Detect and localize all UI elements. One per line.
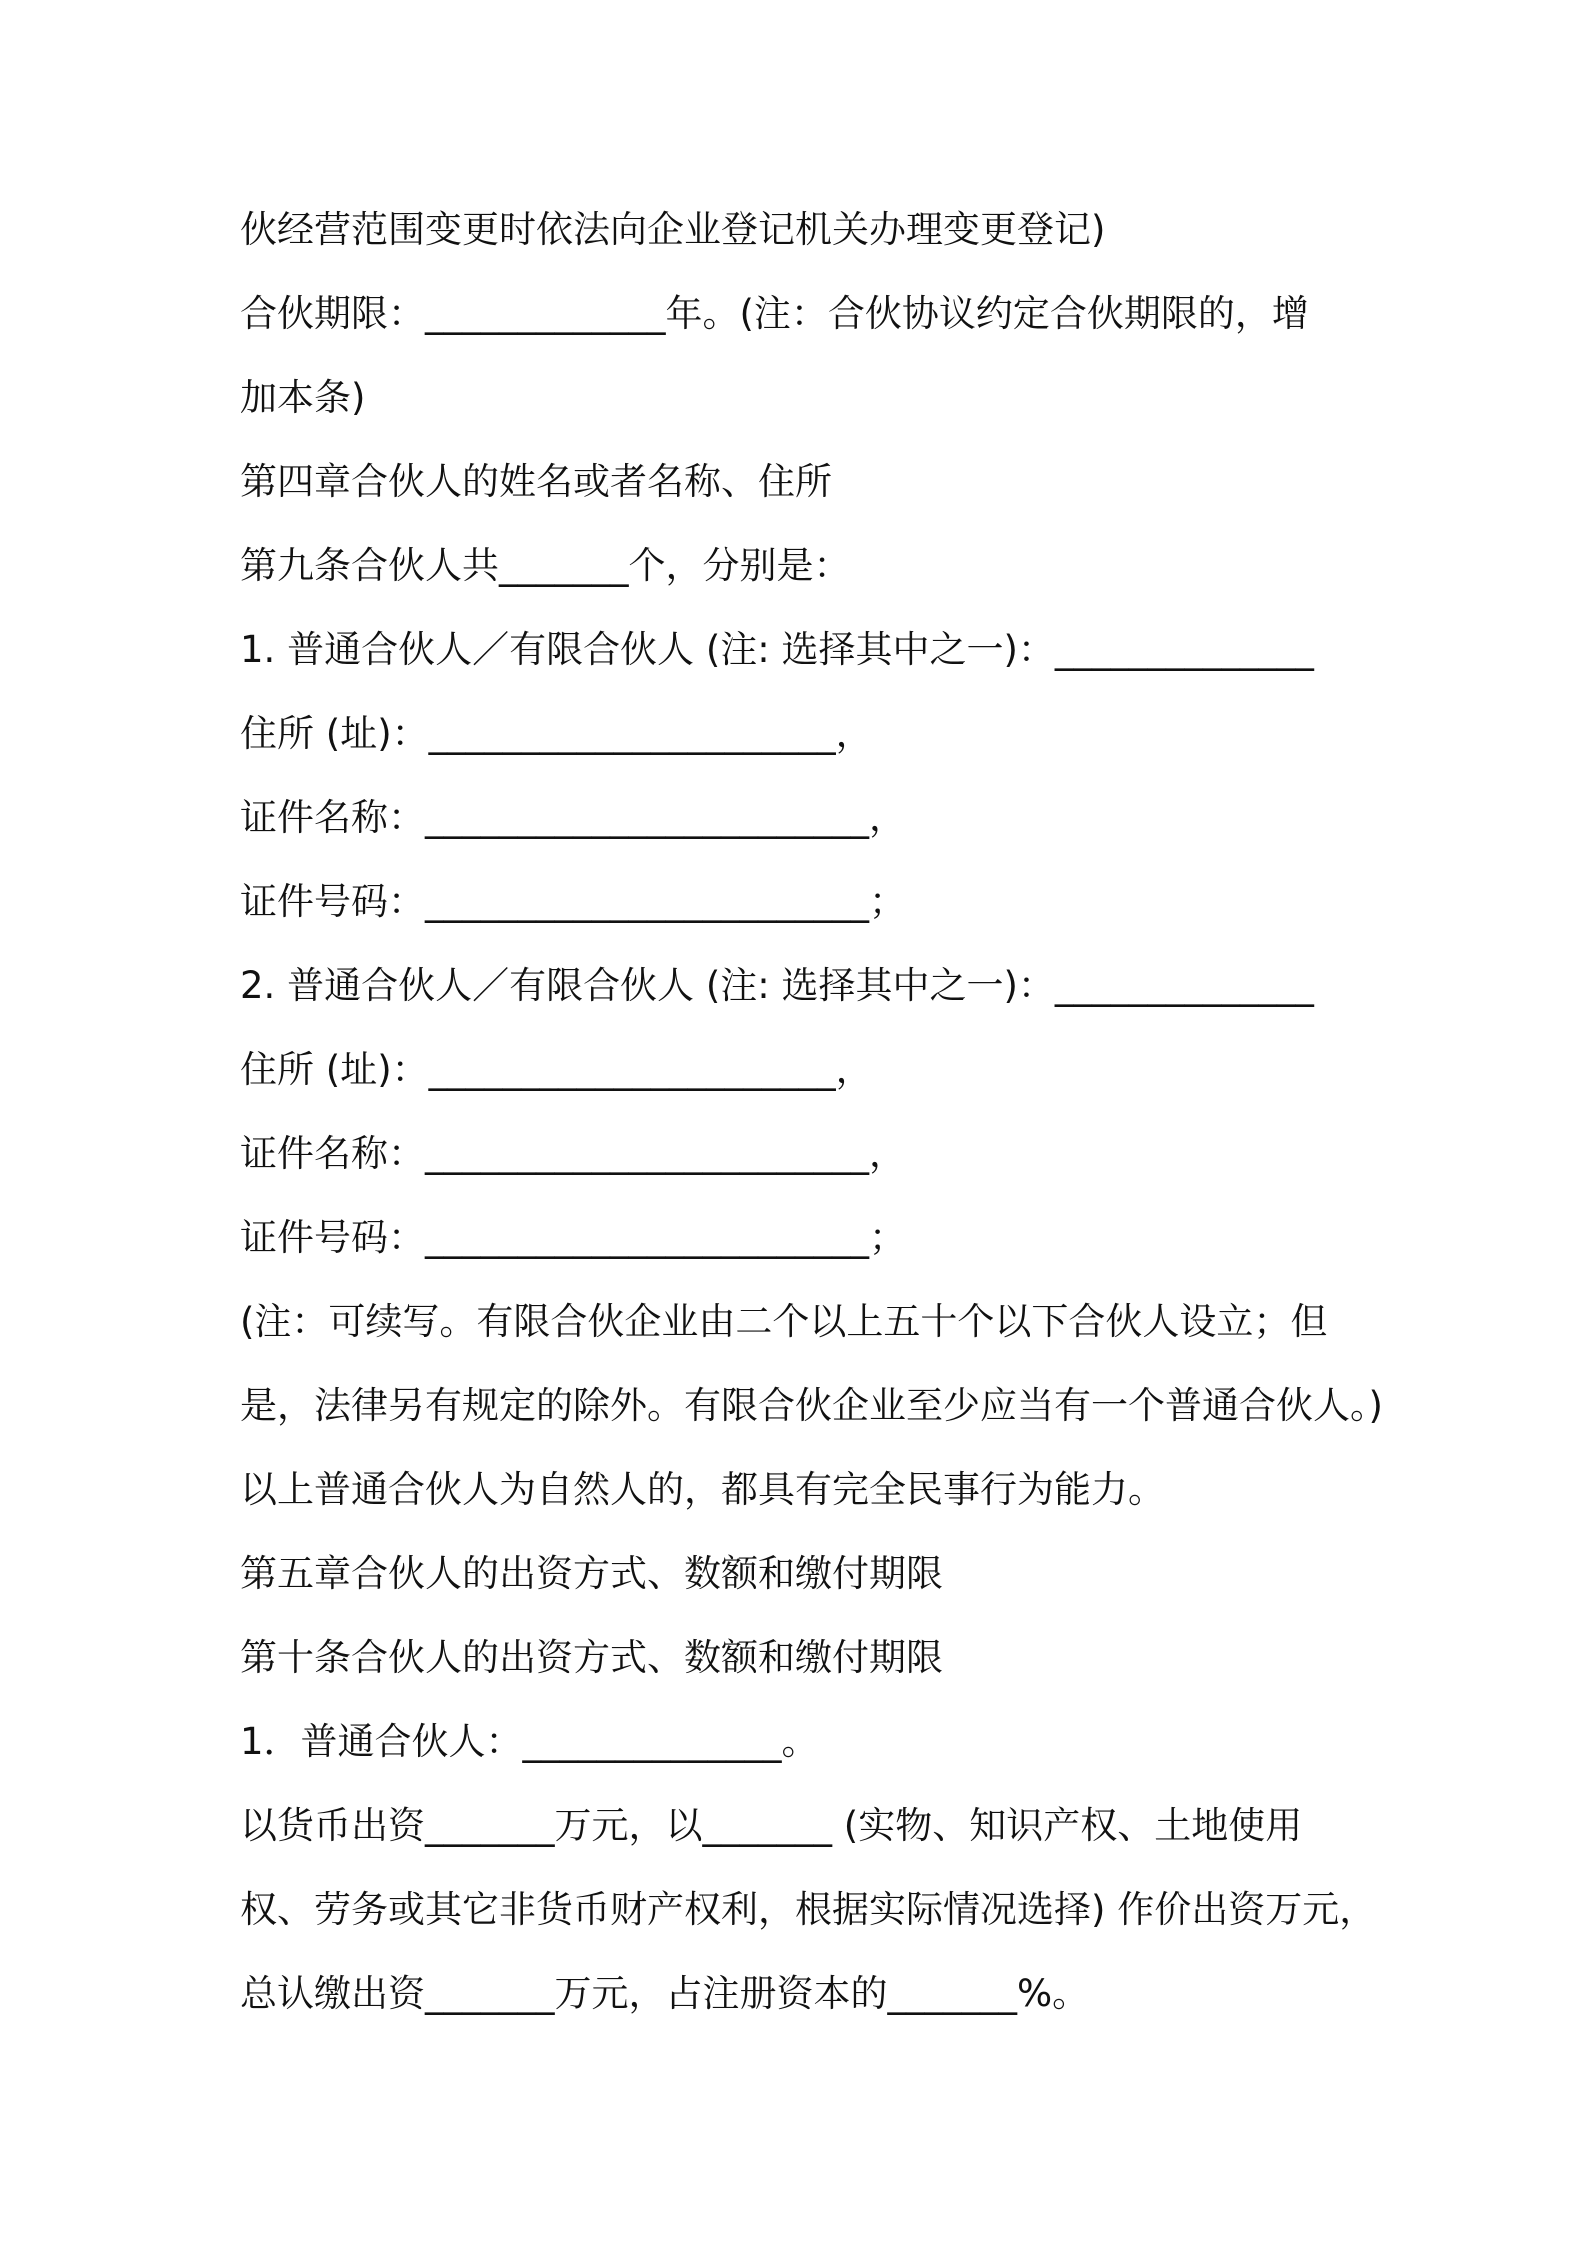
contribution-line: 权、劳务或其它非货币财产权利，根据实际情况选择) 作价出资万元，: [240, 1888, 1377, 1931]
partner-1-id-name-line: 证件名称：________________________，: [240, 796, 906, 839]
chapter-heading: 第四章合伙人的姓名或者名称、住所: [240, 460, 832, 503]
note-line: (注：可续写。有限合伙企业由二个以上五十个以下合伙人设立；但: [240, 1300, 1328, 1343]
partner-2-id-number-line: 证件号码：________________________；: [240, 1216, 906, 1259]
note-line: 是，法律另有规定的除外。有限合伙企业至少应当有一个普通合伙人。): [240, 1384, 1383, 1427]
partner-1-address-line: 住所 (址)：______________________，: [240, 712, 873, 755]
partner-2-id-name-line: 证件名称：________________________，: [240, 1132, 906, 1175]
text-line: 加本条): [240, 376, 366, 419]
article-heading: 第十条合伙人的出资方式、数额和缴付期限: [240, 1636, 943, 1679]
partner-1-type-line: 1. 普通合伙人／有限合伙人 (注: 选择其中之一)：______________: [240, 628, 1314, 671]
partner-2-address-line: 住所 (址)：______________________，: [240, 1048, 873, 1091]
text-line: 以上普通合伙人为自然人的，都具有完全民事行为能力。: [240, 1468, 1165, 1511]
text-line: 伙经营范围变更时依法向企业登记机关办理变更登记): [240, 208, 1106, 251]
chapter-heading: 第五章合伙人的出资方式、数额和缴付期限: [240, 1552, 943, 1595]
partner-2-type-line: 2. 普通合伙人／有限合伙人 (注: 选择其中之一)：______________: [240, 964, 1314, 1007]
contribution-line: 以货币出资_______万元，以_______ (实物、知识产权、土地使用: [240, 1804, 1303, 1847]
document-body: [240, 198, 1383, 2046]
article-heading: 第九条合伙人共_______个，分别是：: [240, 544, 851, 587]
general-partner-line: 1．普通合伙人：______________。: [240, 1720, 819, 1763]
contribution-total-line: 总认缴出资_______万元，占注册资本的_______%。: [240, 1972, 1090, 2015]
partnership-term-line: 合伙期限：_____________年。(注：合伙协议约定合伙期限的，增: [240, 292, 1309, 335]
partner-1-id-number-line: 证件号码：________________________；: [240, 880, 906, 923]
